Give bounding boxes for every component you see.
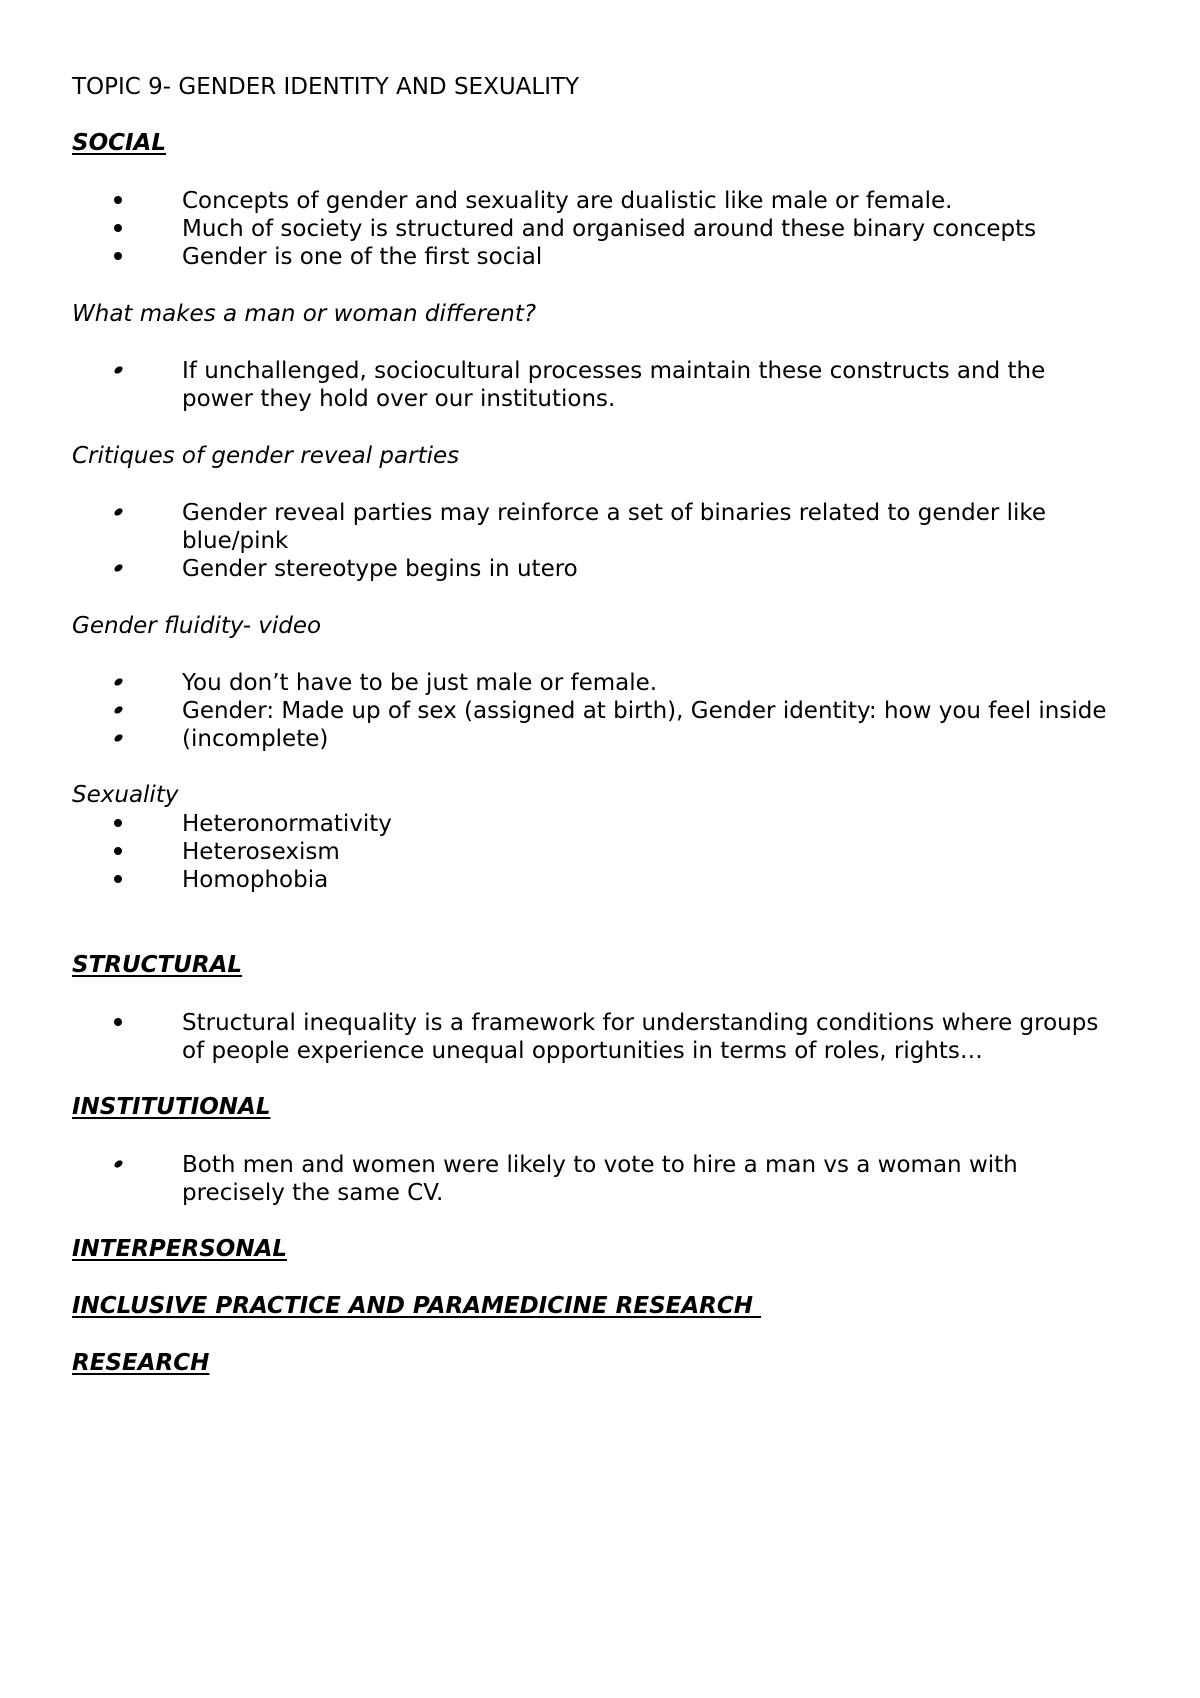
arrow-bullet-icon (108, 499, 128, 527)
bullet-icon (108, 866, 128, 894)
list-item-text: Gender is one of the first social (182, 244, 543, 270)
arrow-bullet-icon (108, 357, 128, 385)
section-heading-research: RESEARCH (72, 1350, 210, 1376)
bullet-icon (108, 215, 128, 243)
section-heading-interpersonal: INTERPERSONAL (72, 1236, 288, 1262)
bullet-icon (108, 838, 128, 866)
bullet-icon (108, 187, 128, 215)
arrow-bullet-icon (108, 669, 128, 697)
bullet-icon (108, 243, 128, 271)
section-heading-inclusive-practice: INCLUSIVE PRACTICE AND PARAMEDICINE RESEARCH (72, 1293, 761, 1319)
section-heading-social: SOCIAL (72, 130, 167, 156)
list-item-text: (incomplete) (182, 726, 329, 752)
section-heading-institutional: INSTITUTIONAL (72, 1094, 271, 1120)
list-item-text: of people experience unequal opportunities in terms of roles, rights… (182, 1038, 983, 1064)
list-item-text: Concepts of gender and sexuality are dualistic like male or female. (182, 188, 953, 214)
arrow-bullet-icon (108, 555, 128, 583)
subheading-sexuality: Sexuality (72, 782, 179, 808)
list-item-text: You don’t have to be just male or female. (182, 670, 658, 696)
arrow-bullet-icon (108, 1151, 128, 1179)
list-item-text: Heterosexism (182, 839, 340, 865)
list-item-text: blue/pink (182, 528, 289, 554)
list-item-text: Gender stereotype begins in utero (182, 556, 578, 582)
list-item-text: Heteronormativity (182, 811, 392, 837)
list-item-text: Both men and women were likely to vote to hire a man vs a woman with (182, 1152, 1018, 1178)
arrow-bullet-icon (108, 697, 128, 725)
list-item-text: Much of society is structured and organised around these binary concepts (182, 216, 1037, 242)
list-item-text: Gender reveal parties may reinforce a set of binaries related to gender like (182, 500, 1047, 526)
arrow-bullet-icon (108, 725, 128, 753)
list-item-text: Gender: Made up of sex (assigned at birth), Gender identity: how you feel inside (182, 698, 1107, 724)
subheading-what-makes: What makes a man or woman different? (72, 301, 537, 327)
subheading-gender-fluidity: Gender fluidity- video (72, 613, 322, 639)
list-item-text: precisely the same CV. (182, 1180, 444, 1206)
list-item-text: Homophobia (182, 867, 329, 893)
list-item-text: Structural inequality is a framework for understanding conditions where groups (182, 1010, 1099, 1036)
page-title: TOPIC 9- GENDER IDENTITY AND SEXUALITY (72, 74, 580, 100)
bullet-icon (108, 1009, 128, 1037)
list-item-text: power they hold over our institutions. (182, 386, 616, 412)
list-item-text: If unchallenged, sociocultural processes maintain these constructs and the (182, 358, 1046, 384)
subheading-critiques: Critiques of gender reveal parties (72, 443, 460, 469)
section-heading-structural: STRUCTURAL (72, 952, 243, 978)
bullet-icon (108, 810, 128, 838)
